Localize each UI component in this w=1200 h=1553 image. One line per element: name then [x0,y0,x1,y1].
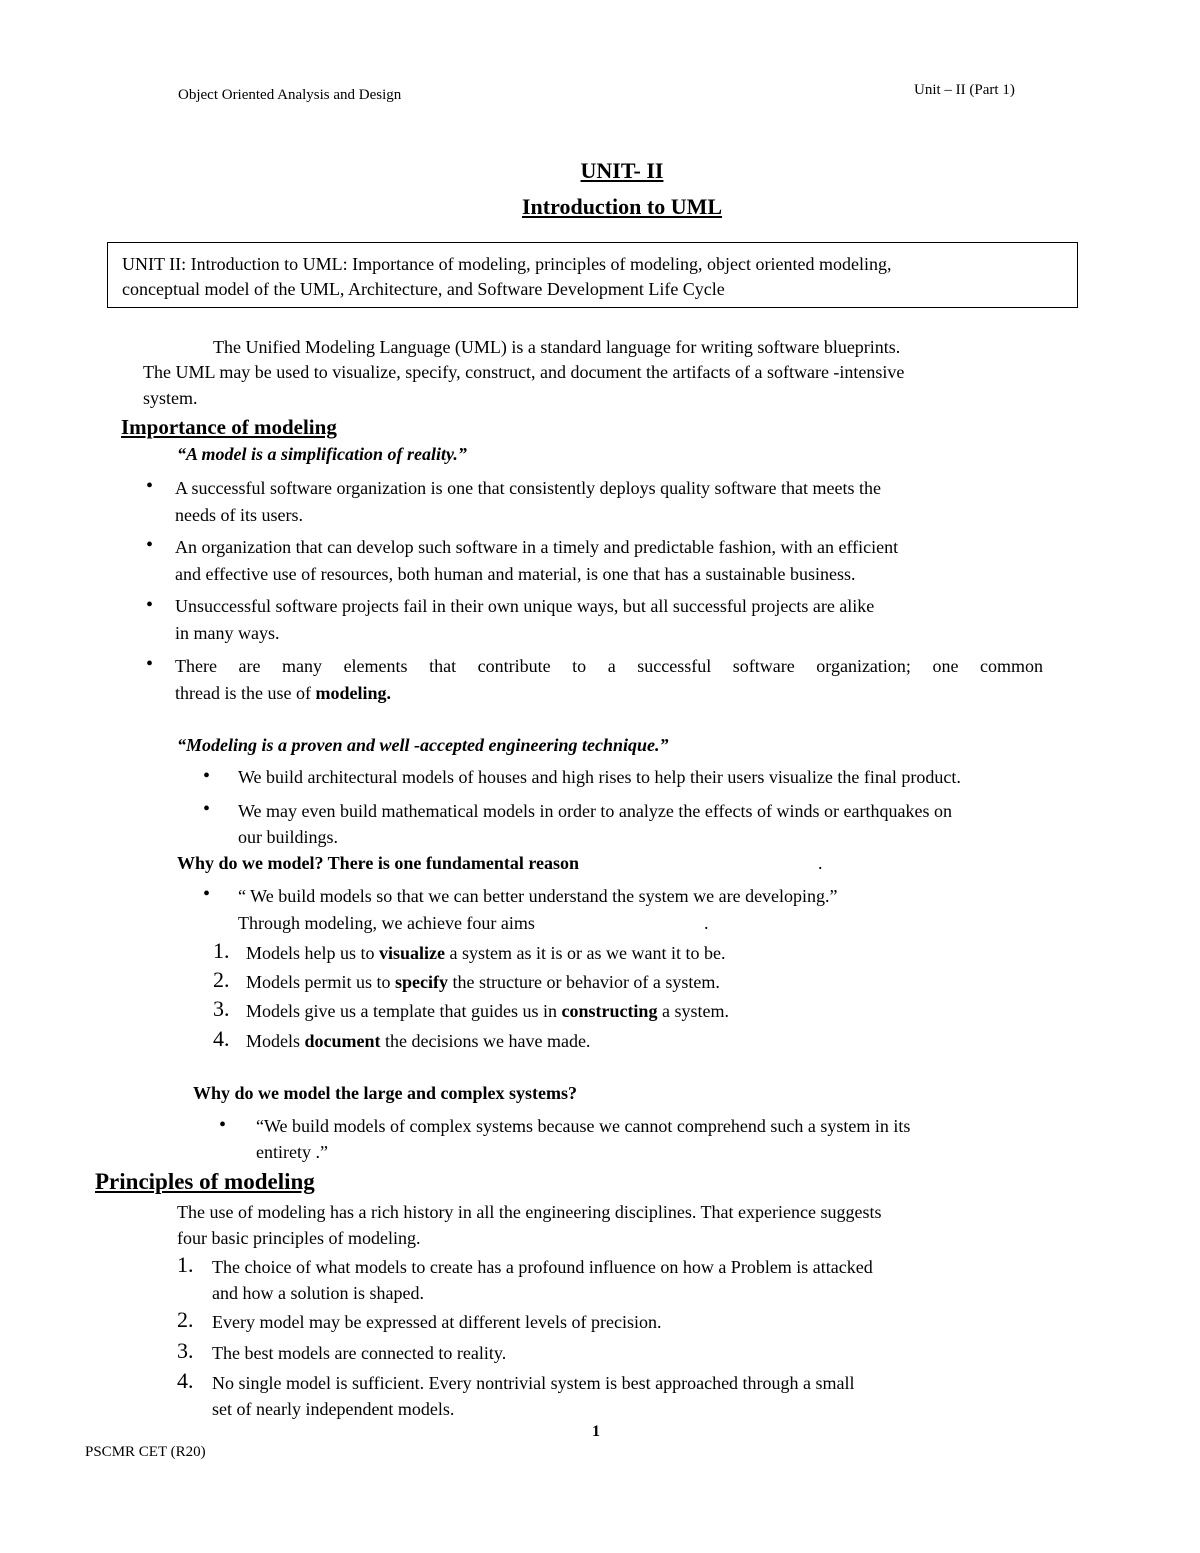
running-header-right: Unit – II (Part 1) [914,82,1015,98]
complex-systems-heading: Why do we model the large and complex systems? [193,1083,577,1103]
bullet-icon: • [203,765,211,787]
bullet-icon: • [146,653,154,675]
bullet-text: A successful software organization is one that consistently deploys quality software that meets the [175,478,881,498]
unit-title: UNIT- II [580,158,664,183]
bullet-text-plain: thread is the use of [175,683,311,703]
syllabus-box [107,242,1078,308]
intro-line-2: The UML may be used to visualize, specify, construct, and document the artifacts of a software -intensive [143,362,905,382]
bullet-icon: • [146,475,154,497]
bullet-text: We build architectural models of houses and high rises to help their users visualize the final product. [238,767,961,787]
syllabus-line-2: conceptual model of the UML, Architecture, and Software Development Life Cycle [122,279,725,299]
quote-modeling-proven: “Modeling is a proven and well -accepted engineering technique.” [177,735,669,755]
bullet-icon: • [146,534,154,556]
bullet-text-dot: . [704,913,709,933]
section-heading-importance: Importance of modeling [121,415,337,439]
bullet-text: our buildings. [238,827,339,847]
list-item: Models document the decisions we have made. [246,1031,591,1051]
list-number: 4. [177,1368,194,1393]
list-item: The best models are connected to reality. [212,1343,507,1363]
bullet-text: Through modeling, we achieve four aims [238,913,535,933]
running-header-left: Object Oriented Analysis and Design [178,87,402,103]
bullet-text: in many ways. [175,623,280,643]
list-number: 2. [213,967,230,992]
bullet-text: An organization that can develop such software in a timely and predictable fashion, with an efficient [175,537,899,557]
bullet-icon: • [219,1114,227,1136]
syllabus-line-1: UNIT II: Introduction to UML: Importance of modeling, principles of modeling, object oriented modeling, [122,254,892,274]
list-item: and how a solution is shaped. [212,1283,424,1303]
bullet-text: entirety .” [256,1142,328,1162]
page-title: Introduction to UML [521,194,723,219]
list-item: Models help us to visualize a system as it is or as we want it to be. [246,943,726,963]
intro-line-3: system. [143,388,198,408]
bullet-icon: • [146,594,154,616]
bullet-text: “ We build models so that we can better understand the system we are developing.” [238,886,838,906]
principles-intro-line-2: four basic principles of modeling. [177,1228,421,1248]
bullet-icon: • [203,798,211,820]
section-heading-principles: Principles of modeling [95,1169,315,1194]
bullet-text-bold: modeling. [315,683,391,703]
intro-line-1: The Unified Modeling Language (UML) is a standard language for writing software blueprints. [213,337,901,357]
list-number: 2. [177,1307,194,1332]
list-item: set of nearly independent models. [212,1399,455,1419]
running-footer-left: PSCMR CET (R20) [85,1444,206,1460]
list-number: 4. [213,1026,230,1051]
bullet-text: Unsuccessful software projects fail in their own unique ways, but all successful projects are alike [175,596,875,616]
list-item: Every model may be expressed at different levels of precision. [212,1312,662,1332]
list-number: 3. [177,1338,194,1363]
list-item: No single model is sufficient. Every nontrivial system is best approached through a small [212,1373,855,1393]
bullet-text: There are many elements that contribute to a successful software organization; one common [175,656,1043,676]
bullet-text: needs of its users. [175,505,303,525]
bullet-text: and effective use of resources, both human and material, is one that has a sustainable business. [175,564,856,584]
bullet-text: We may even build mathematical models in order to analyze the effects of winds or earthquakes on [238,801,952,821]
list-item: The choice of what models to create has a profound influence on how a Problem is attacked [212,1257,873,1277]
bullet-icon: • [203,883,211,905]
list-number: 1. [177,1252,194,1277]
bullet-text: “We build models of complex systems because we cannot comprehend such a system in its [256,1116,911,1136]
bullet-text [175,683,391,704]
list-item: Models permit us to specify the structure or behavior of a system. [246,972,720,992]
principles-intro-line-1: The use of modeling has a rich history in all the engineering disciplines. That experience suggests [177,1202,882,1222]
why-model-heading: Why do we model? There is one fundamental reason [177,853,580,873]
why-model-dot: . [818,853,823,873]
page-number: 1 [592,1423,600,1440]
quote-model-simplification: “A model is a simplification of reality.” [177,444,467,464]
list-number: 3. [213,996,230,1021]
list-item: Models give us a template that guides us in constructing a system. [246,1001,729,1021]
list-number: 1. [213,938,230,963]
